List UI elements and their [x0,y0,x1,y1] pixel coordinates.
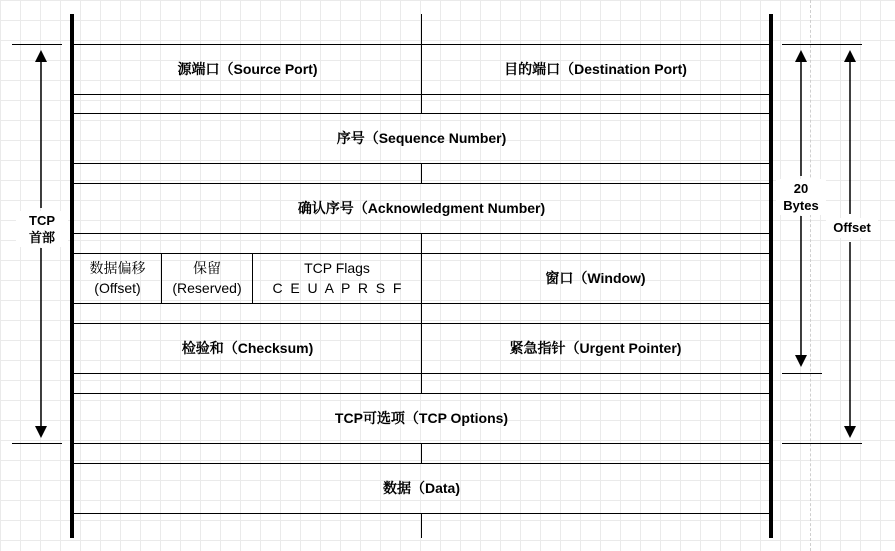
checksum-field: 检验和（Checksum) [181,340,314,356]
data-field: 数据（Data) [382,480,460,496]
header-size-unit: Bytes [783,198,819,213]
urgent-pointer-field: 紧急指针（Urgent Pointer) [509,340,682,356]
tcp-flags-bits: C E U A P R S F [272,280,402,296]
reserved-label-cn: 保留 [193,260,221,276]
source-port-field: 源端口（Source Port) [177,61,318,77]
acknowledgment-number-field: 确认序号（Acknowledgment Number) [297,200,546,216]
tcp-header-label-line1: TCP [29,213,55,228]
destination-port-field: 目的端口（Destination Port) [504,61,687,77]
tcp-header-label-line2: 首部 [28,230,55,245]
tcp-header-label [16,211,68,247]
sequence-number-field: 序号（Sequence Number) [336,130,507,146]
reserved-label-en: (Reserved) [172,280,242,296]
offset-label-cn: 数据偏移 [89,260,146,276]
header-size-number: 20 [793,181,809,196]
tcp-flags-title: TCP Flags [304,260,370,276]
header-size-label [776,179,826,215]
offset-label: Offset [826,218,878,238]
tcp-options-field: TCP可选项（TCP Options) [334,410,509,426]
offset-label-en: (Offset) [94,280,141,296]
window-field: 窗口（Window) [545,270,646,286]
